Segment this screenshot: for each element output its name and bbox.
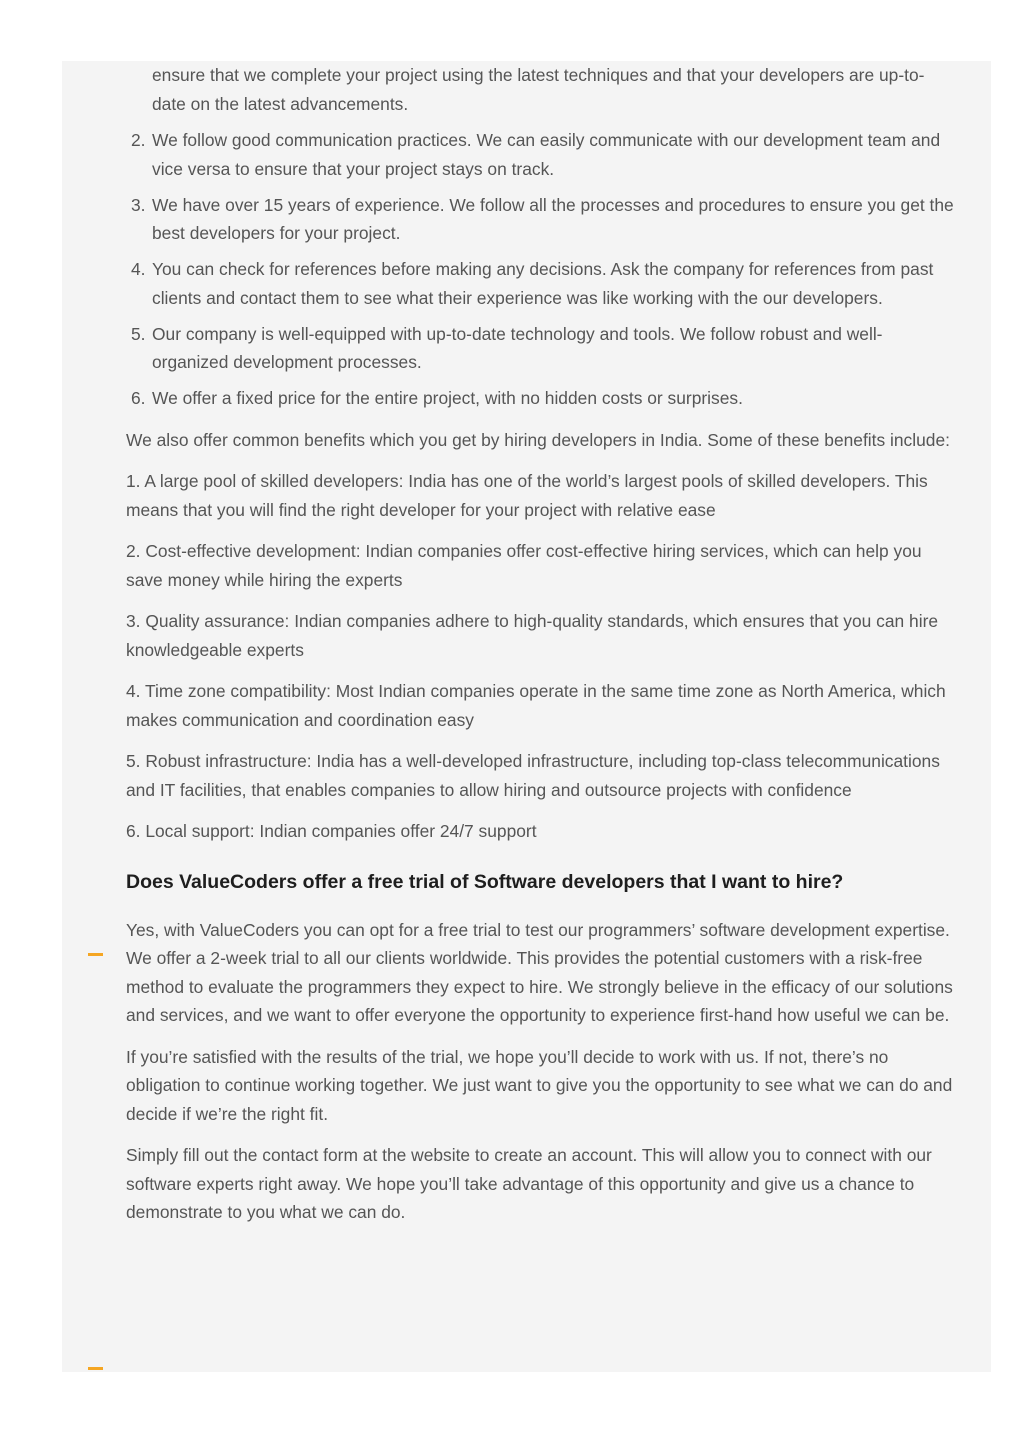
reasons-list: [126, 126, 956, 413]
list-item-number: 4.: [131, 259, 146, 279]
collapse-toggle-icon-next[interactable]: [88, 1367, 103, 1370]
benefit-paragraph: 2. Cost-effective development: Indian companies offer cost-effective hiring services, which can help you save money while hiring the experts: [126, 541, 922, 590]
list-item: [126, 384, 956, 413]
collapse-toggle-icon[interactable]: [88, 953, 103, 956]
list-item-text: We have over 15 years of experience. We follow all the processes and procedures to ensure you get the best developers for your project.: [152, 194, 954, 243]
list-item-continuation: ensure that we complete your project using the latest techniques and that your developers are up-to-date on the latest advancements.: [152, 65, 925, 114]
list-item: [126, 126, 956, 183]
list-item-text: You can check for references before making any decisions. Ask the company for references from past clients and contact them to see what their experience was like working with the our developers.: [152, 259, 934, 308]
benefit-paragraph: 4. Time zone compatibility: Most Indian companies operate in the same time zone as North America, which makes communication and coordination easy: [126, 681, 946, 730]
list-item-number: 3.: [131, 194, 146, 215]
benefit-paragraph: 5. Robust infrastructure: India has a well-developed infrastructure, including top-class telecommunications and IT facilities, that enables companies to allow hiring and outsource projects with confidence: [126, 751, 940, 800]
benefit-paragraph: 6. Local support: Indian companies offer 24/7 support: [126, 821, 537, 841]
benefit-paragraph: 1. A large pool of skilled developers: India has one of the world’s largest pools of skilled developers. This means that you will find the right developer for your project with relative ease: [126, 471, 928, 520]
faq-question-title[interactable]: Does ValueCoders offer a free trial of Software developers that I want to hire?: [126, 870, 844, 893]
faq-answer-paragraph: Yes, with ValueCoders you can opt for a free trial to test our programmers’ software development expertise. We offer a 2-week trial to all our clients worldwide. This provides the potential customers with a risk-free method to evaluate the programmers they expect to hire. We strongly believe in the efficacy of our solutions and services, and we want to offer everyone the opportunity to experience first-hand how useful we can be.: [126, 919, 953, 1025]
list-item: [126, 255, 956, 312]
list-item-number: 5.: [131, 323, 146, 344]
faq-answer-paragraph: Simply fill out the contact form at the website to create an account. This will allow you to connect with our software experts right away. We hope you’ll take advantage of this opportunity and give us a chance to demonstrate to you what we can do.: [126, 1145, 932, 1222]
benefits-intro: We also offer common benefits which you get by hiring developers in India. Some of these benefits include:: [126, 429, 950, 450]
list-item-number: 6.: [131, 388, 146, 408]
list-item-text: Our company is well-equipped with up-to-date technology and tools. We follow robust and well-organized development processes.: [152, 323, 883, 372]
benefit-paragraph: 3. Quality assurance: Indian companies adhere to high-quality standards, which ensures that you can hire knowledgeable experts: [126, 611, 939, 660]
faq-answer-paragraph: If you’re satisfied with the results of the trial, we hope you’ll decide to work with us. If not, there’s no obligation to continue working together. We just want to give you the opportunity to see what we can do and decide if we’re the right fit.: [126, 1046, 953, 1124]
list-item: [126, 191, 956, 248]
list-item-text: We offer a fixed price for the entire project, with no hidden costs or surprises.: [152, 388, 743, 408]
list-item-number: 2.: [131, 130, 146, 150]
list-item-text: We follow good communication practices. We can easily communicate with our development team and vice versa to ensure that your project stays on track.: [152, 130, 941, 179]
faq-answer-content: [126, 61, 956, 1240]
list-item: [126, 320, 956, 377]
